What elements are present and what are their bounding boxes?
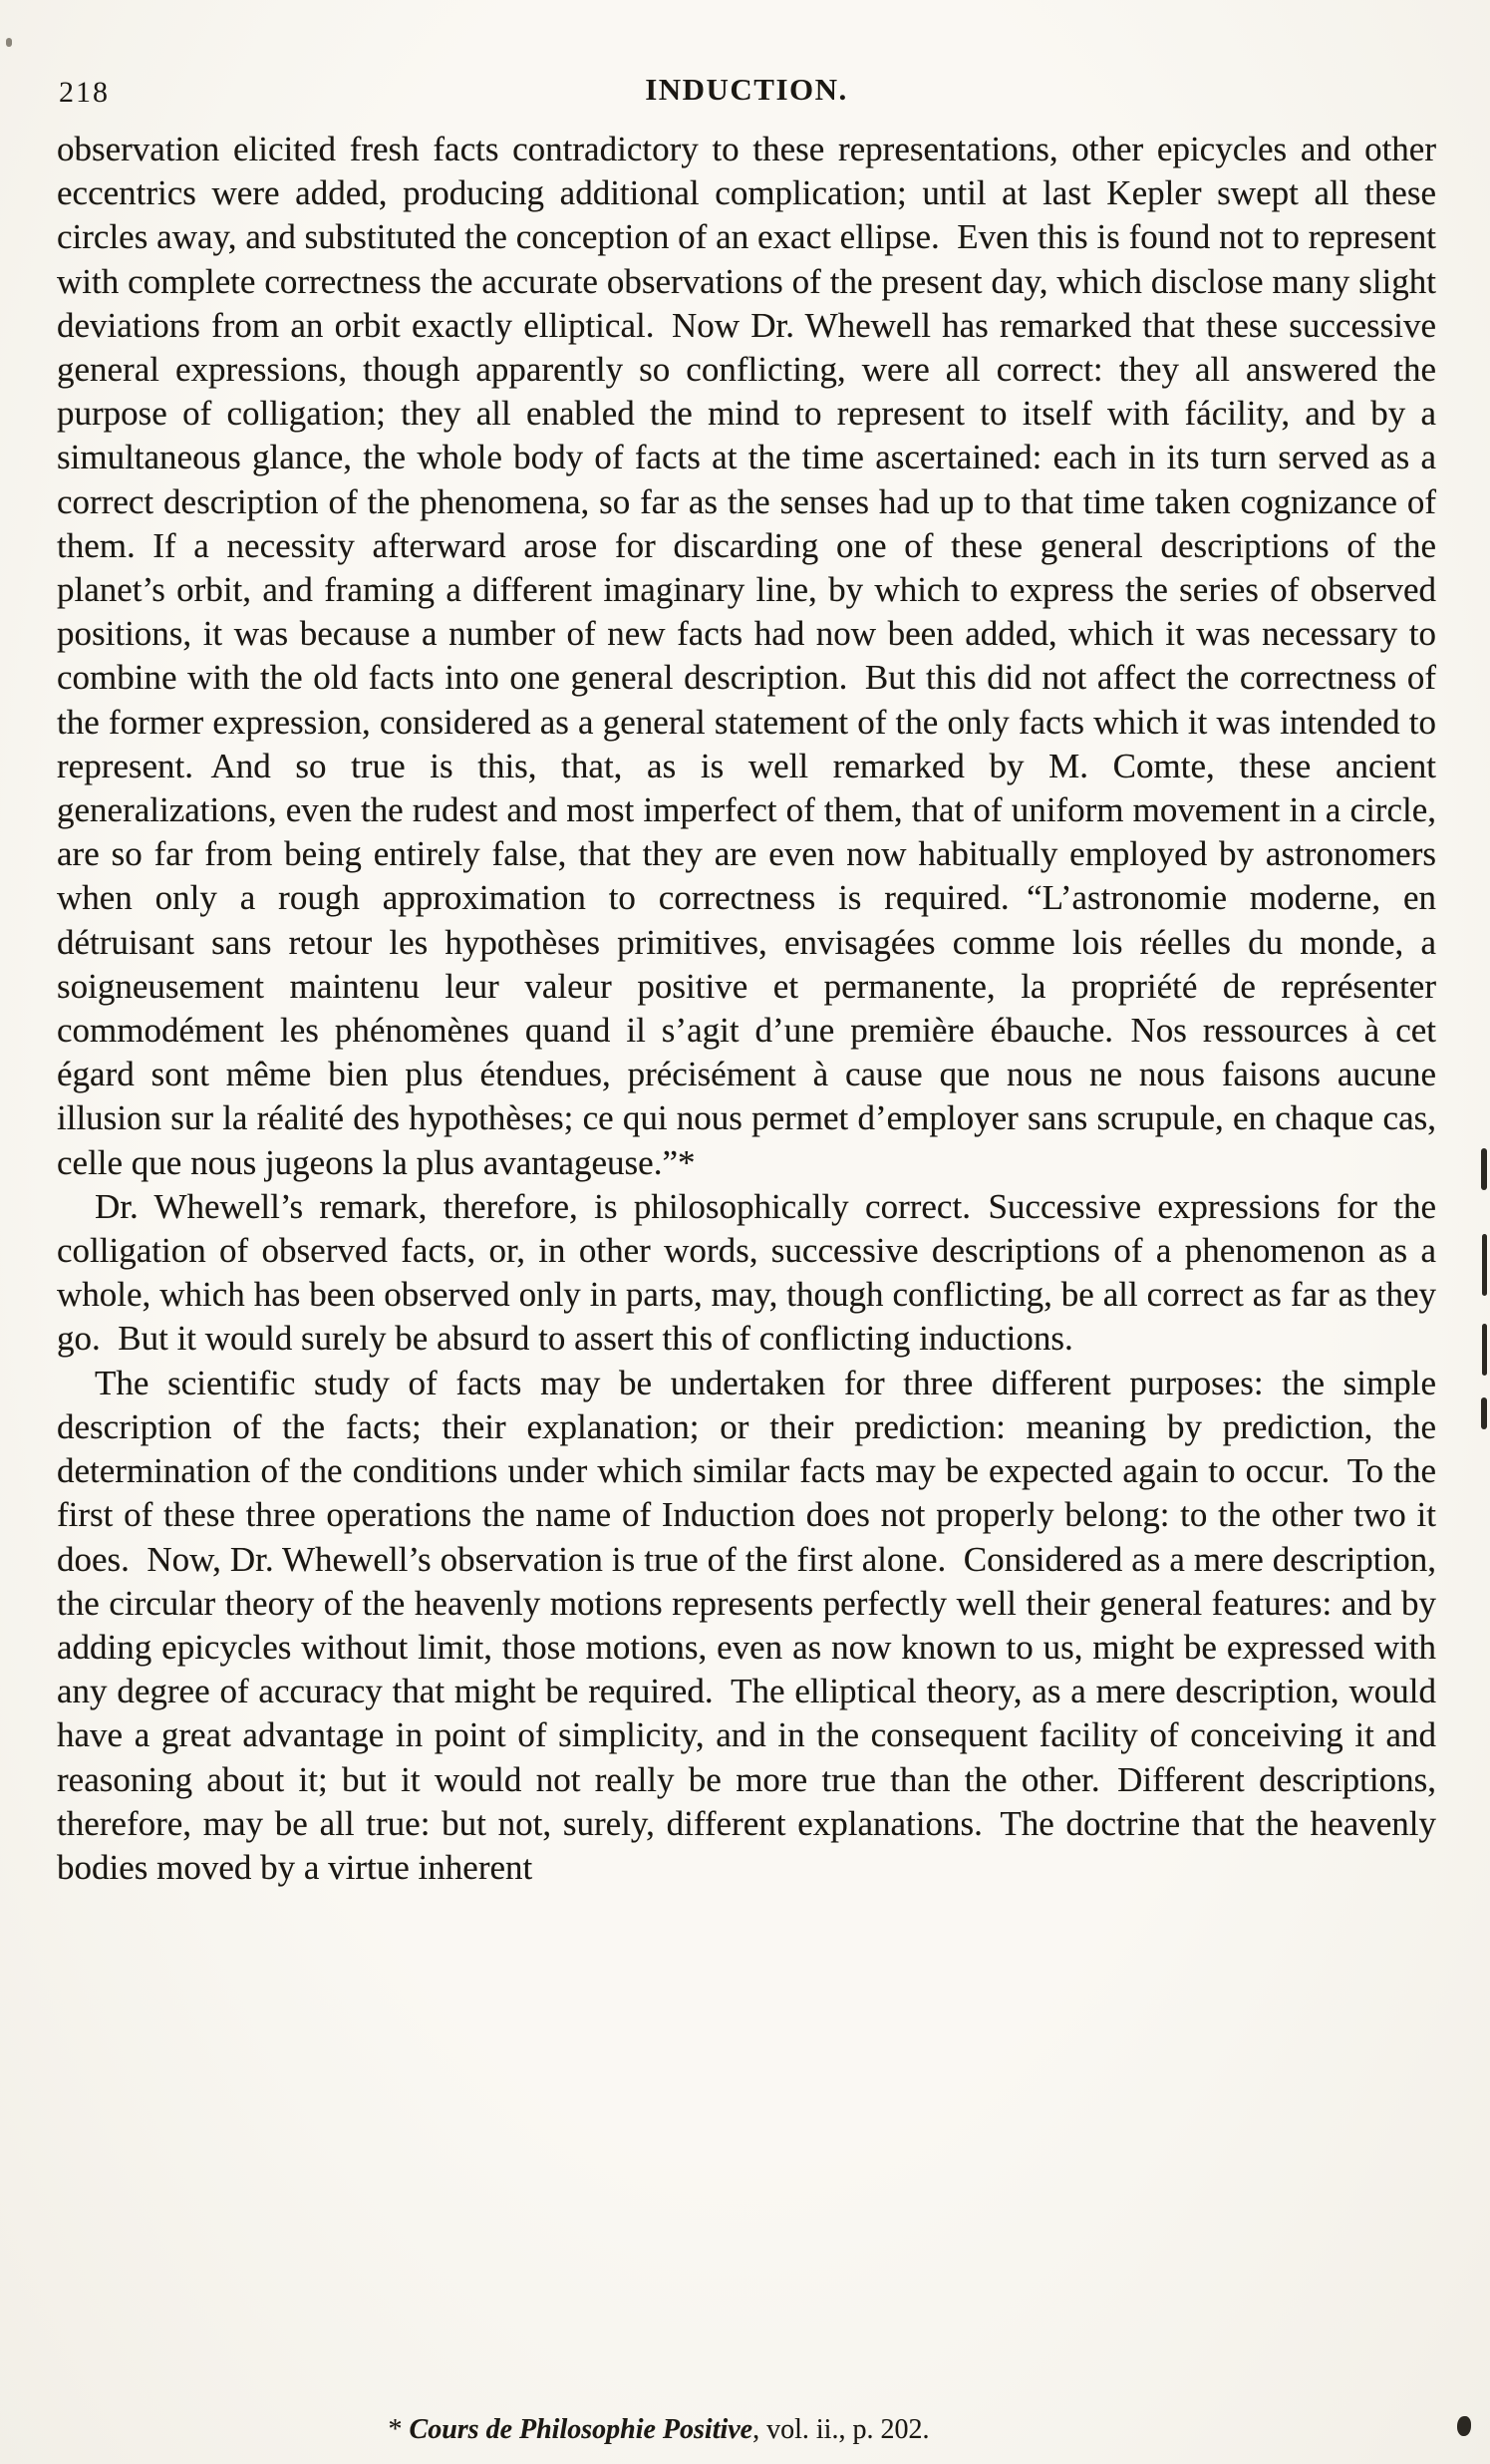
page-header xyxy=(57,70,1436,116)
page-number: 218 xyxy=(59,76,110,109)
scan-artifact xyxy=(1482,1234,1487,1296)
footnote-work-title: Cours de Philosophie Positive xyxy=(409,2414,753,2445)
paragraph-1: observation elicited fresh facts contradictory to these representations, other epicycles and other eccentrics were added, producing additional complication; until at last Kepler swept all these circles away, and substituted the conception of an exact ellipse. Even this is found not to represent with complete correctness the accurate observations of the present day, which disclose many slight deviations from an orbit exactly elliptical. Now Dr. Whewell has remarked that these successive general expressions, though apparently so conflicting, were all correct: they all answered the purpose of colligation; they all enabled the mind to represent to itself with fácility, and by a simultaneous glance, the whole body of facts at the time ascertained: each in its turn served as a correct description of the phenomena, so far as the senses had up to that time taken cognizance of them. If a necessity afterward arose for discarding one of these general descriptions of the planet’s orbit, and framing a different imaginary line, by which to express the series of observed positions, it was because a number of new facts had now been added, which it was necessary to combine with the old facts into one general description. But this did not affect the correctness of the former expression, considered as a general statement of the only facts which it was intended to represent. And so true is this, that, as is well remarked by M. Comte, these ancient generalizations, even the rudest and most imperfect of them, that of uniform movement in a circle, are so far from being entirely false, that they are even now habitually employed by astronomers when only a rough approximation to correctness is required. “L’astronomie moderne, en détruisant sans retour les hypothèses primitives, envisagées comme lois réelles du monde, a soigneusement maintenu leur valeur positive et permanente, la propriété de représenter commodément les phénomènes quand il s’agit d’une première ébauche. Nos ressources à cet égard sont même bien plus étendues, précisément à cause que nous ne nous faisons aucune illusion sur la réalité des hypothèses; ce qui nous permet d’employer sans scrupule, en chaque cas, celle que nous jugeons la plus avantageuse.”* xyxy=(57,130,1436,1182)
paragraph-3: The scientific study of facts may be undertaken for three different purposes: the simple description of the facts; their explanation; or their prediction: meaning by prediction, the determination of the conditions under which similar facts may be expected again to occur. To the first of these three operations the name of Induction does not properly belong: to the other two it does. Now, Dr. Whewell’s observation is true of the first alone. Considered as a mere description, the circular theory of the heavenly motions represents perfectly well their general features: and by adding epicycles without limit, those motions, even as now known to us, might be expressed with any degree of accuracy that might be required. The elliptical theory, as a mere description, would have a great advantage in point of simplicity, and in the consequent facility of conceiving it and reasoning about it; but it would not really be more true than the other. Different descriptions, therefore, may be all true: but not, surely, different explanations. The doctrine that the heavenly bodies moved by a virtue inherent xyxy=(57,1363,1436,1887)
footnote xyxy=(57,2414,1261,2446)
scan-artifact xyxy=(1481,1148,1487,1190)
scan-artifact xyxy=(6,38,12,47)
scan-artifact xyxy=(1457,2416,1471,2436)
footnote-marker: * xyxy=(388,2414,410,2445)
scan-artifact xyxy=(1482,1324,1487,1376)
scan-artifact xyxy=(1481,1397,1487,1429)
paragraph-2: Dr. Whewell’s remark, therefore, is philosophically correct. Successive expressions for the colligation of observed facts, or, in other words, successive descriptions of a phenomenon as a whole, which has been observed only in parts, may, though conflicting, be all correct as far as they go. But it would surely be absurd to assert this of conflicting inductions. xyxy=(57,1186,1436,1359)
running-head-title: INDUCTION. xyxy=(645,72,848,107)
page-body xyxy=(57,128,1436,1890)
footnote-citation: , vol. ii., p. 202. xyxy=(752,2414,930,2445)
